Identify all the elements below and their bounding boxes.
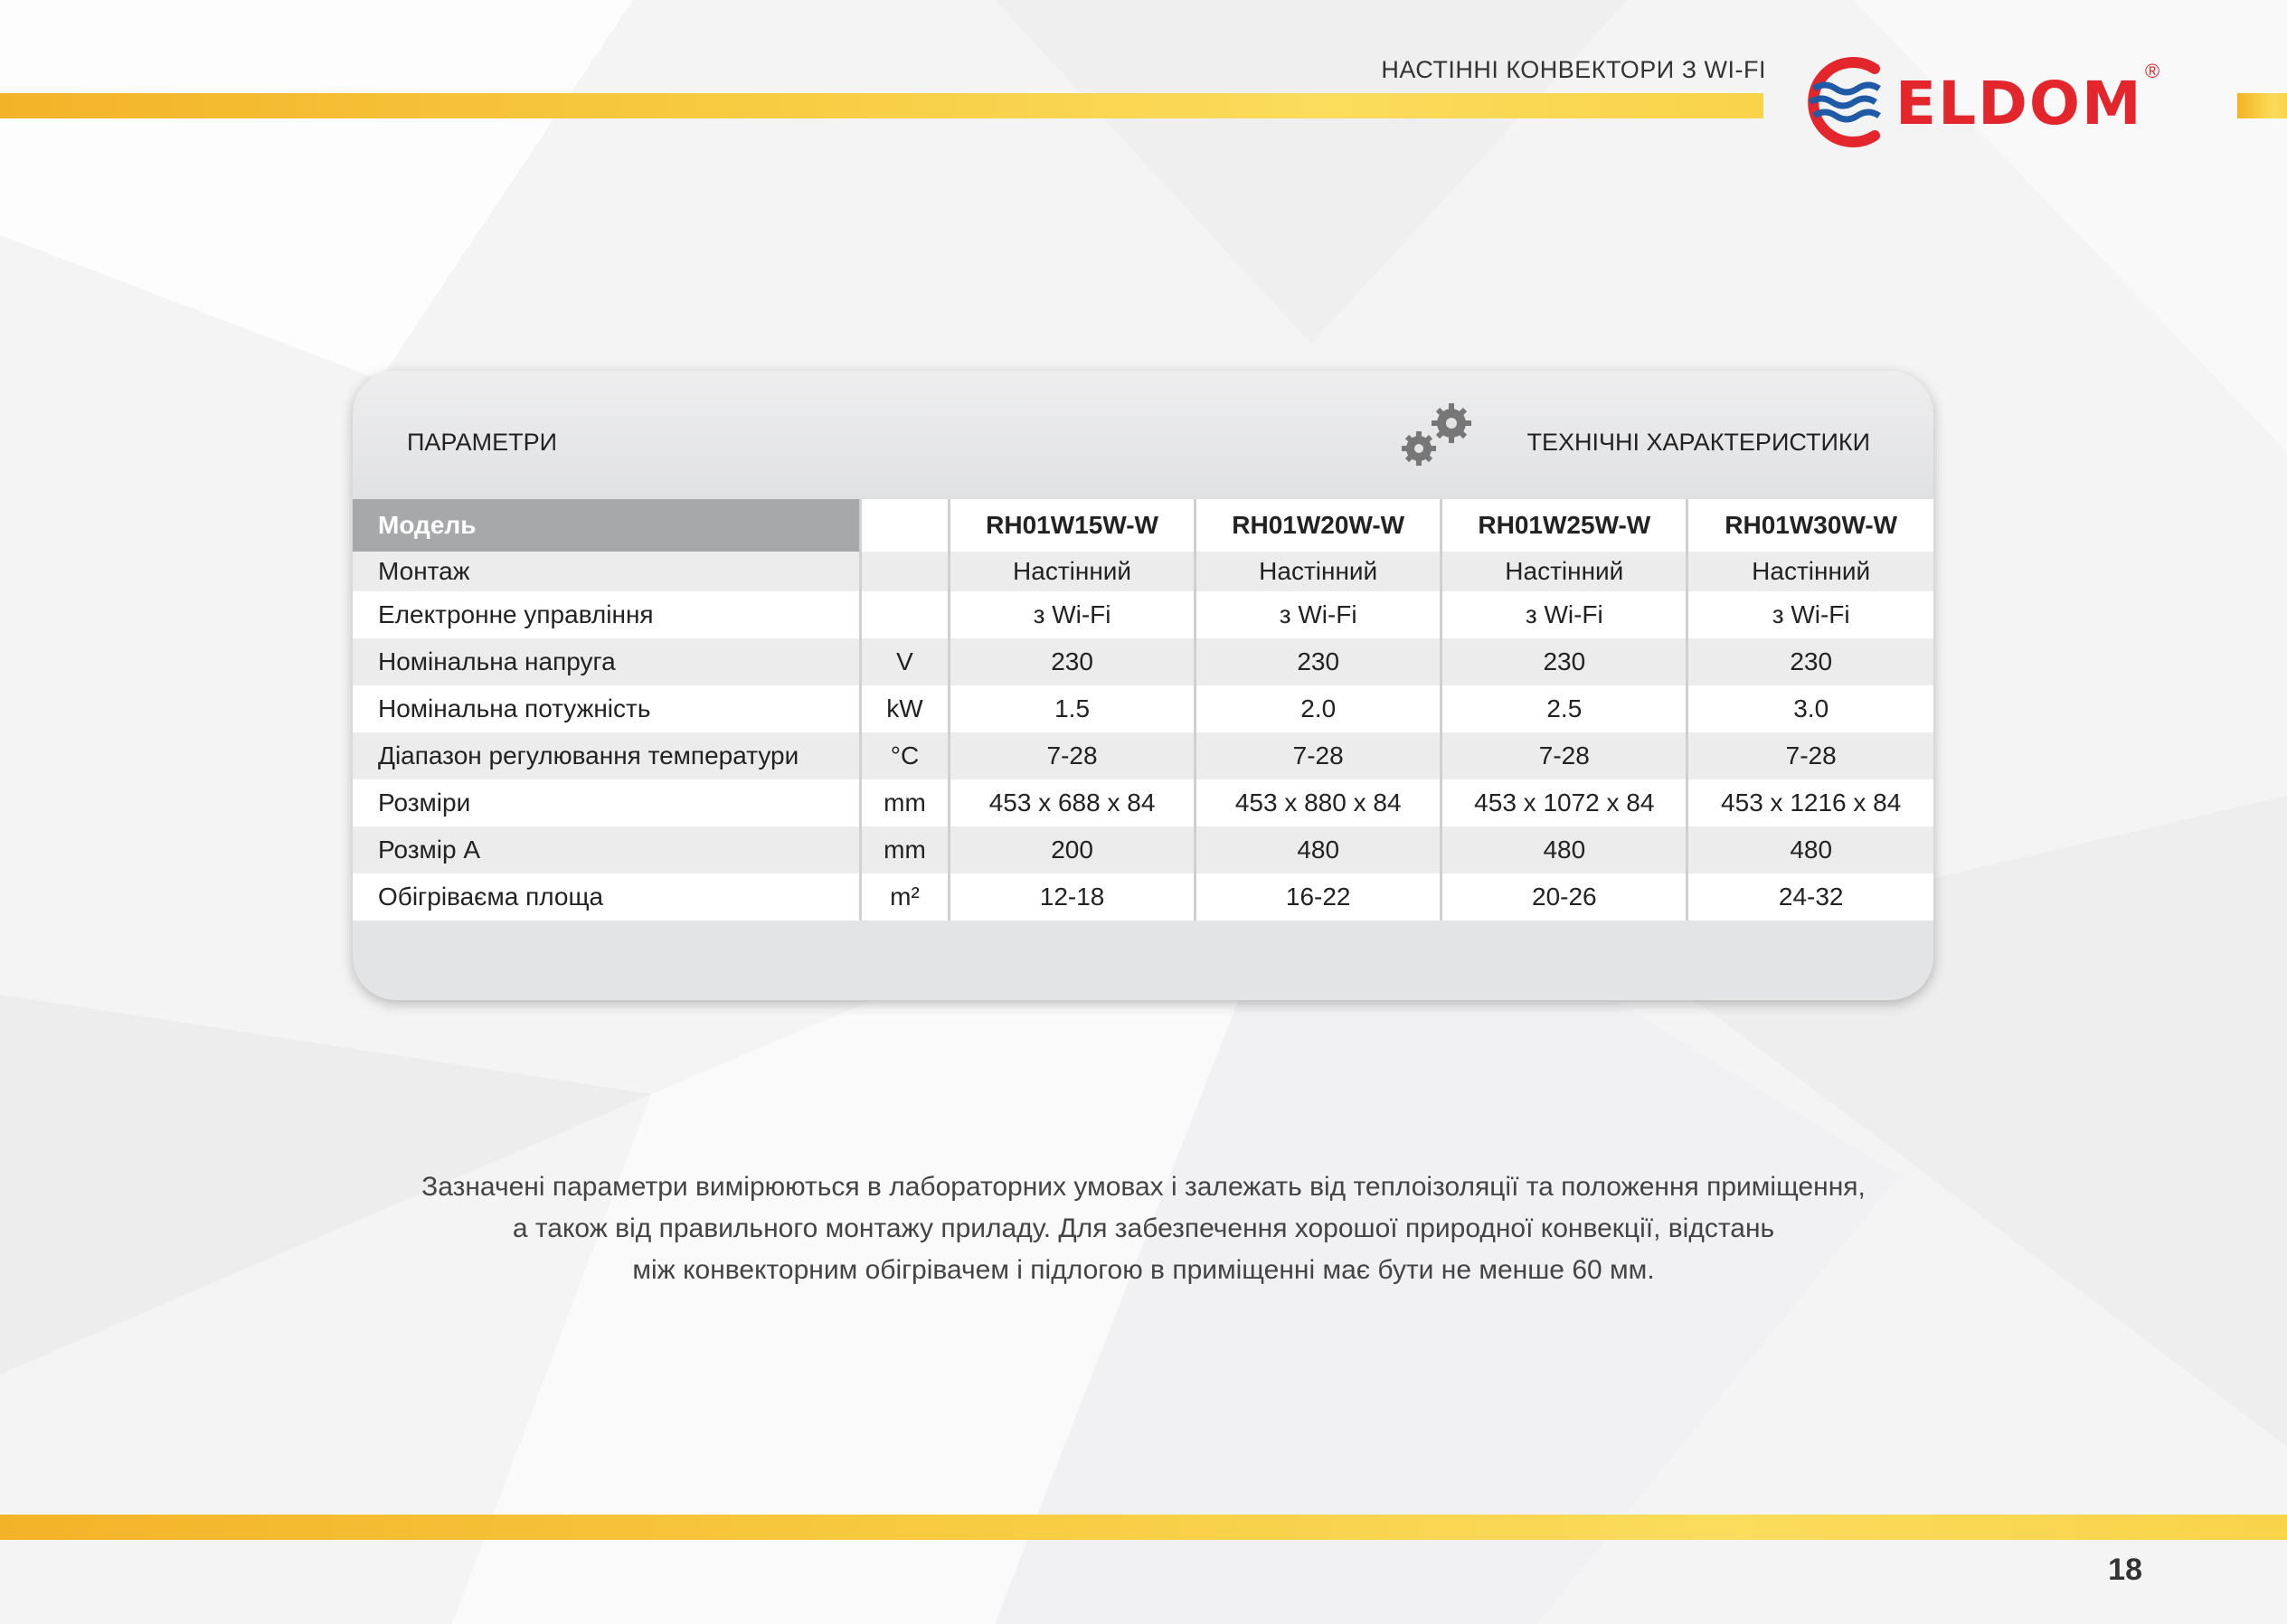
table-row bbox=[353, 591, 1933, 638]
gears-icon bbox=[1397, 398, 1479, 470]
footnote-line: Зазначені параметри вимірюються в лабораторних умовах і залежать від теплоізоляції та положення приміщення, bbox=[421, 1172, 1866, 1202]
row-label: Монтаж bbox=[353, 552, 861, 591]
model-name: RH01W15W-W bbox=[950, 499, 1195, 552]
row-unit: V bbox=[861, 638, 950, 685]
logo-wordmark: ELDOM bbox=[1895, 69, 2143, 138]
model-name: RH01W20W-W bbox=[1195, 499, 1441, 552]
row-label: Модель bbox=[353, 499, 861, 552]
page-number: 18 bbox=[2108, 1553, 2142, 1587]
cell-value: 453 x 1072 x 84 bbox=[1441, 779, 1687, 826]
logo-registered-mark: ® bbox=[2145, 60, 2160, 82]
footnote-line: а також від правильного монтажу приладу. Для забезпечення хорошої природної конвекції, відстань bbox=[512, 1213, 1775, 1243]
row-unit: °C bbox=[861, 732, 950, 779]
eldom-logo bbox=[1789, 52, 2169, 152]
footnote bbox=[0, 1166, 2287, 1291]
cell-value: 12-18 bbox=[950, 873, 1195, 921]
row-unit: mm bbox=[861, 779, 950, 826]
cell-value: 453 x 1216 x 84 bbox=[1687, 779, 1933, 826]
row-unit bbox=[861, 499, 950, 552]
table-row bbox=[353, 732, 1933, 779]
row-label: Розміри bbox=[353, 779, 861, 826]
cell-value: 230 bbox=[1195, 638, 1441, 685]
table-row bbox=[353, 826, 1933, 873]
row-unit: m² bbox=[861, 873, 950, 921]
row-unit bbox=[861, 552, 950, 591]
header-accent-bar-right bbox=[2237, 93, 2287, 118]
header-accent-bar-left bbox=[0, 93, 1763, 118]
cell-value: з Wi-Fi bbox=[1687, 591, 1933, 638]
row-unit: mm bbox=[861, 826, 950, 873]
cell-value: 20-26 bbox=[1441, 873, 1687, 921]
cell-value: 480 bbox=[1441, 826, 1687, 873]
table-row bbox=[353, 638, 1933, 685]
cell-value: 2.0 bbox=[1195, 685, 1441, 732]
cell-value: 7-28 bbox=[1687, 732, 1933, 779]
cell-value: 1.5 bbox=[950, 685, 1195, 732]
cell-value: Настінний bbox=[1195, 552, 1441, 591]
footer-accent-bar bbox=[0, 1515, 2287, 1540]
row-unit: kW bbox=[861, 685, 950, 732]
cell-value: 453 x 880 x 84 bbox=[1195, 779, 1441, 826]
footnote-line: між конвекторним обігрівачем і підлогою в приміщенні має бути не менше 60 мм. bbox=[632, 1255, 1655, 1285]
row-label: Розмір А bbox=[353, 826, 861, 873]
cell-value: 230 bbox=[1441, 638, 1687, 685]
cell-value: Настінний bbox=[950, 552, 1195, 591]
cell-value: з Wi-Fi bbox=[950, 591, 1195, 638]
row-label: Номінальна потужність bbox=[353, 685, 861, 732]
cell-value: 2.5 bbox=[1441, 685, 1687, 732]
cell-value: 480 bbox=[1687, 826, 1933, 873]
model-name: RH01W30W-W bbox=[1687, 499, 1933, 552]
cell-value: Настінний bbox=[1441, 552, 1687, 591]
cell-value: 230 bbox=[950, 638, 1195, 685]
eldom-logo-icon bbox=[1789, 52, 1897, 152]
cell-value: 7-28 bbox=[1195, 732, 1441, 779]
header-title: НАСТІННІ КОНВЕКТОРИ З WI-FI bbox=[1381, 56, 1766, 83]
cell-value: 24-32 bbox=[1687, 873, 1933, 921]
cell-value: 453 x 688 x 84 bbox=[950, 779, 1195, 826]
table-row bbox=[353, 685, 1933, 732]
row-label: Номінальна напруга bbox=[353, 638, 861, 685]
row-label: Електронне управління bbox=[353, 591, 861, 638]
params-label: ПАРАМЕТРИ bbox=[407, 429, 558, 456]
cell-value: 200 bbox=[950, 826, 1195, 873]
specs-card-header bbox=[353, 371, 1933, 499]
specs-table bbox=[353, 499, 1933, 921]
table-row bbox=[353, 552, 1933, 591]
cell-value: Настінний bbox=[1687, 552, 1933, 591]
table-row bbox=[353, 779, 1933, 826]
row-label: Обігріваєма площа bbox=[353, 873, 861, 921]
table-row-model bbox=[353, 499, 1933, 552]
cell-value: 7-28 bbox=[950, 732, 1195, 779]
cell-value: 3.0 bbox=[1687, 685, 1933, 732]
cell-value: 7-28 bbox=[1441, 732, 1687, 779]
cell-value: 230 bbox=[1687, 638, 1933, 685]
cell-value: з Wi-Fi bbox=[1195, 591, 1441, 638]
cell-value: 480 bbox=[1195, 826, 1441, 873]
row-unit bbox=[861, 591, 950, 638]
tech-specs-label: ТЕХНІЧНІ ХАРАКТЕРИСТИКИ bbox=[1526, 429, 1870, 456]
table-row bbox=[353, 873, 1933, 921]
cell-value: 16-22 bbox=[1195, 873, 1441, 921]
specs-card bbox=[353, 371, 1933, 1000]
cell-value: з Wi-Fi bbox=[1441, 591, 1687, 638]
model-name: RH01W25W-W bbox=[1441, 499, 1687, 552]
row-label: Діапазон регулювання температури bbox=[353, 732, 861, 779]
